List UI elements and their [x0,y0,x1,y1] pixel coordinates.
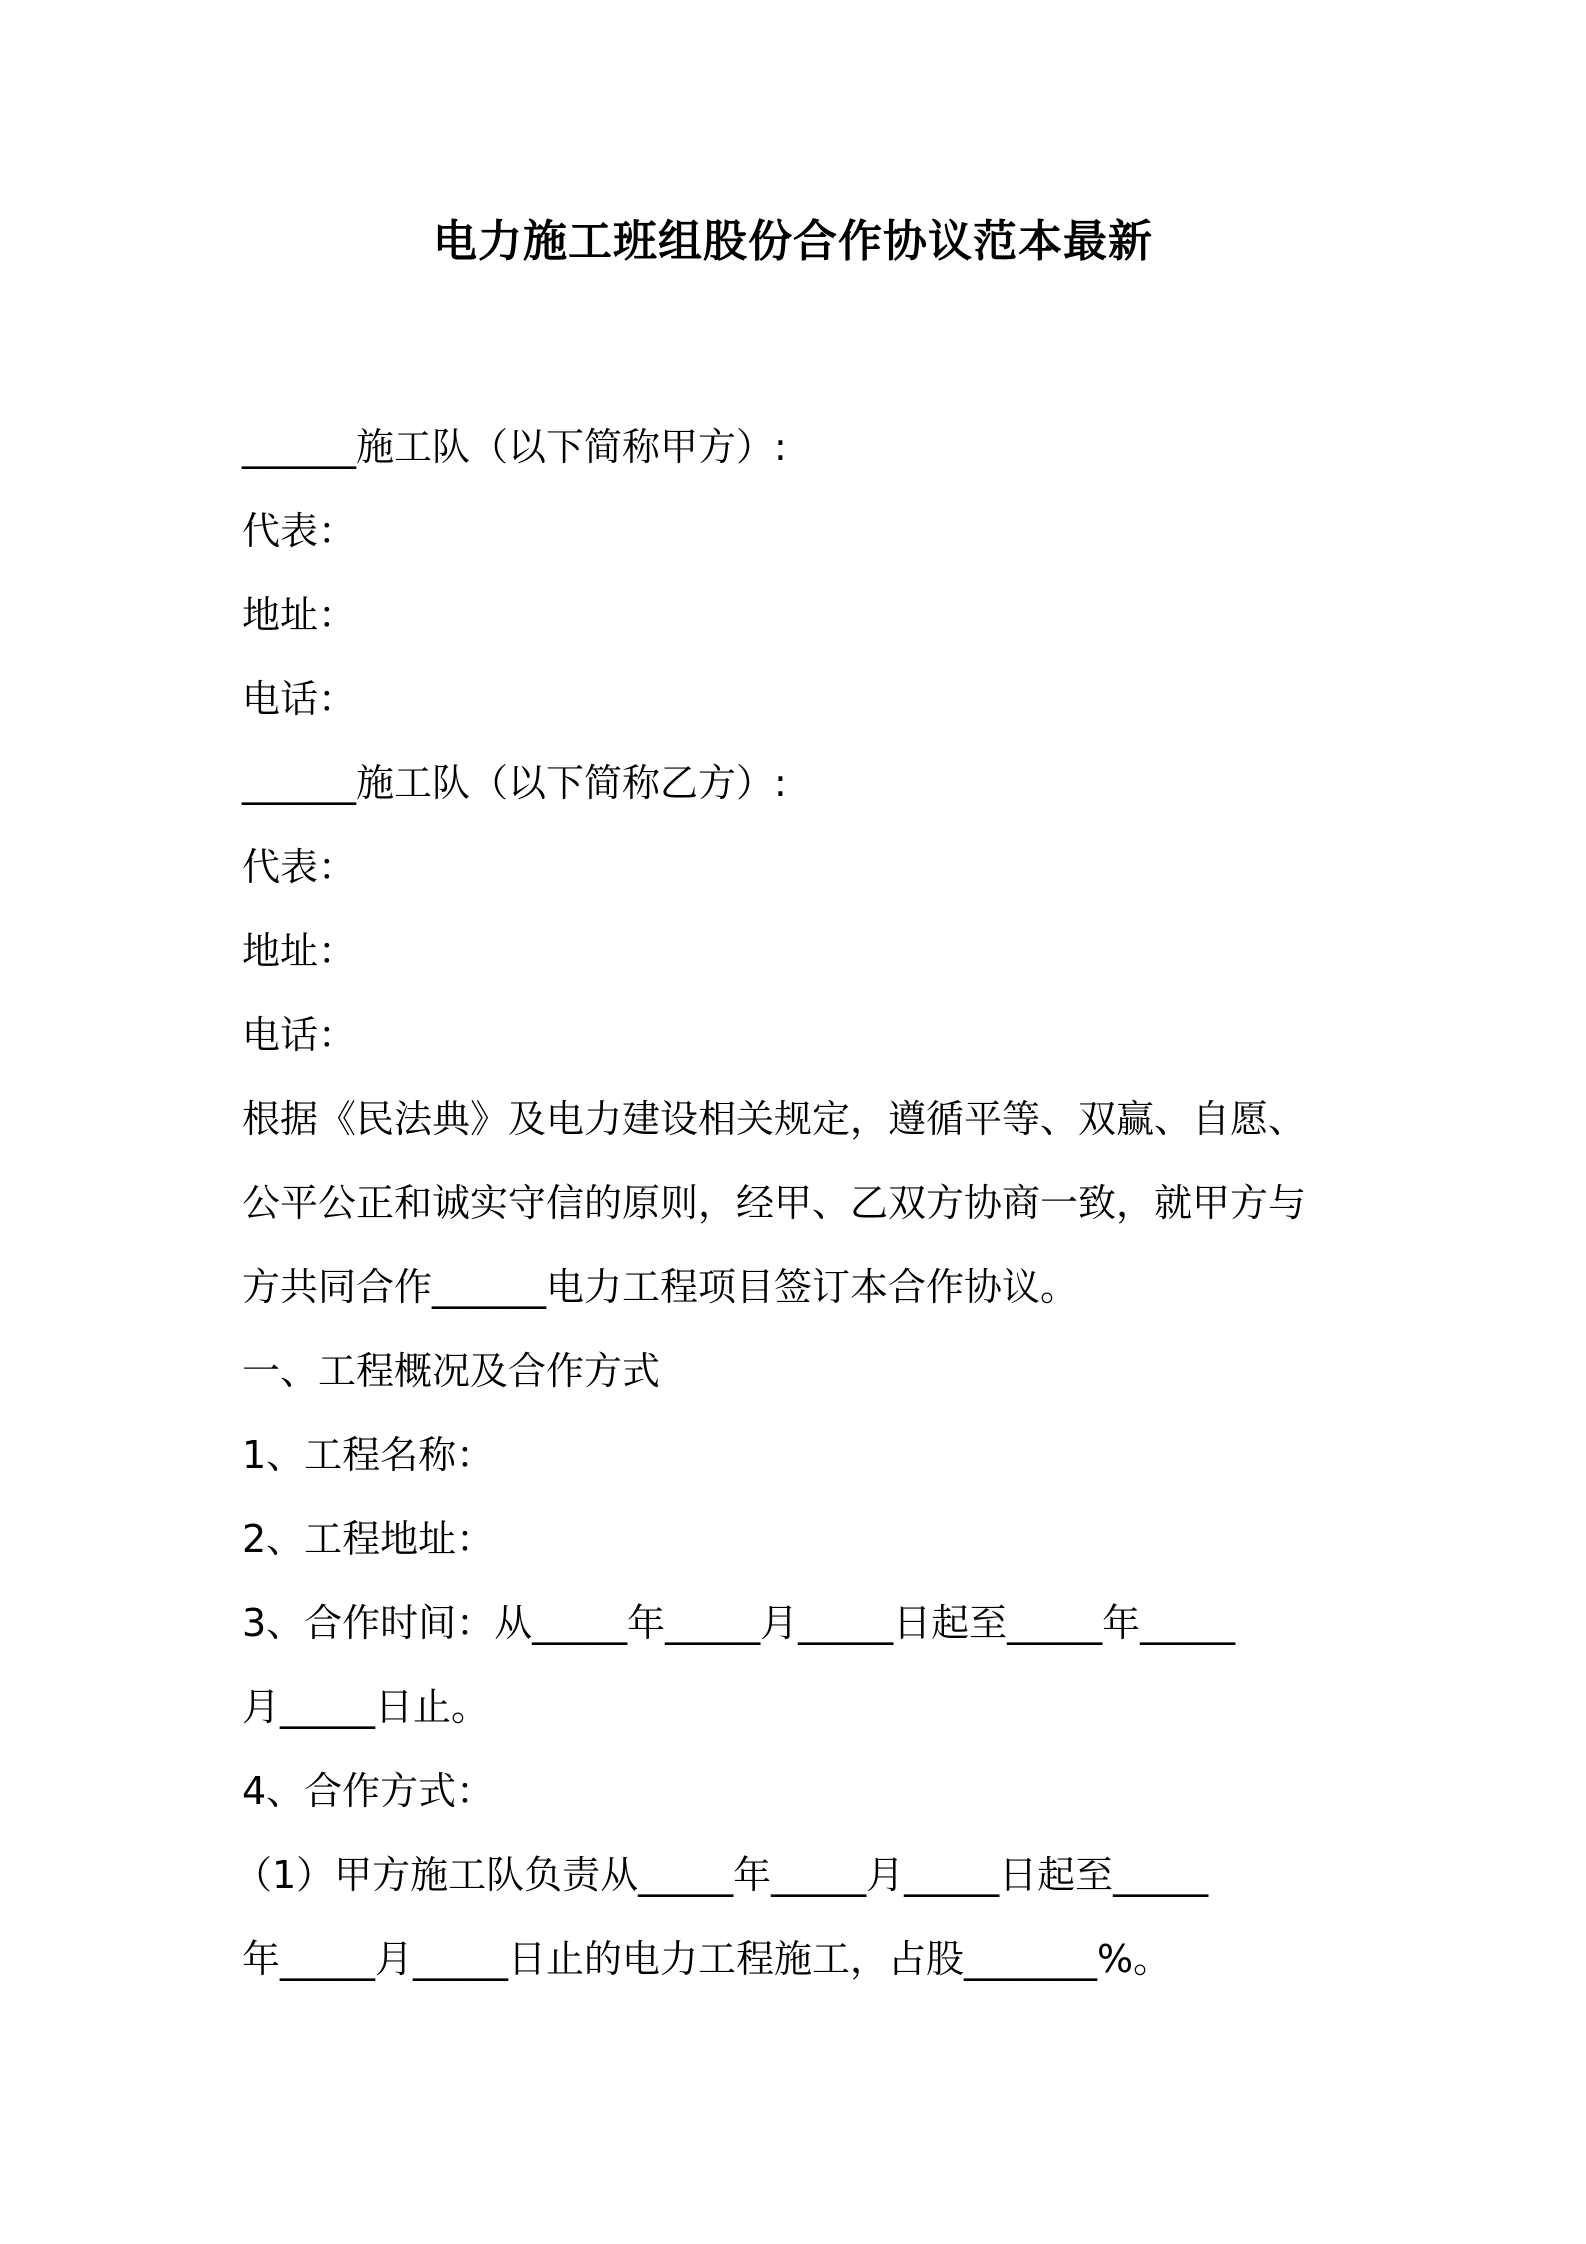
party-a-address: 地址： [242,593,357,637]
document-title: 电力施工班组股份合作协议范本最新 [433,216,1153,267]
preamble-line-2: 公平公正和诚实守信的原则，经甲、乙双方协商一致，就甲方与 [242,1181,1307,1225]
party-b-heading: ______施工队（以下简称乙方）: [242,761,787,805]
party-b-phone: 电话： [242,1013,357,1057]
cooperation-period-line-2: 月_____日止。 [242,1685,490,1729]
party-a-representative: 代表： [242,509,357,553]
project-name: 1、工程名称： [242,1433,495,1477]
preamble-line-1: 根据《民法典》及电力建设相关规定，遵循平等、双赢、自愿、 [242,1097,1307,1141]
cooperation-period-line-1: 3、合作时间：从_____年_____月_____日起至_____年_____ [242,1601,1236,1645]
project-address: 2、工程地址： [242,1517,495,1561]
party-a-phone: 电话： [242,677,357,721]
party-a-heading: ______施工队（以下简称甲方）: [242,425,787,469]
section-heading: 一、工程概况及合作方式 [242,1349,661,1393]
cooperation-method: 4、合作方式： [242,1769,495,1813]
party-b-address: 地址： [242,929,357,973]
document-body [234,405,1362,2001]
clause-1-line-2: 年_____月_____日止的电力工程施工，占股_______%。 [242,1937,1172,1981]
clause-1-line-1: （1）甲方施工队负责从_____年_____月_____日起至_____ [234,1853,1209,1897]
preamble-line-3: 方共同合作______电力工程项目签订本合作协议。 [242,1265,1079,1309]
party-b-representative: 代表： [242,845,357,889]
